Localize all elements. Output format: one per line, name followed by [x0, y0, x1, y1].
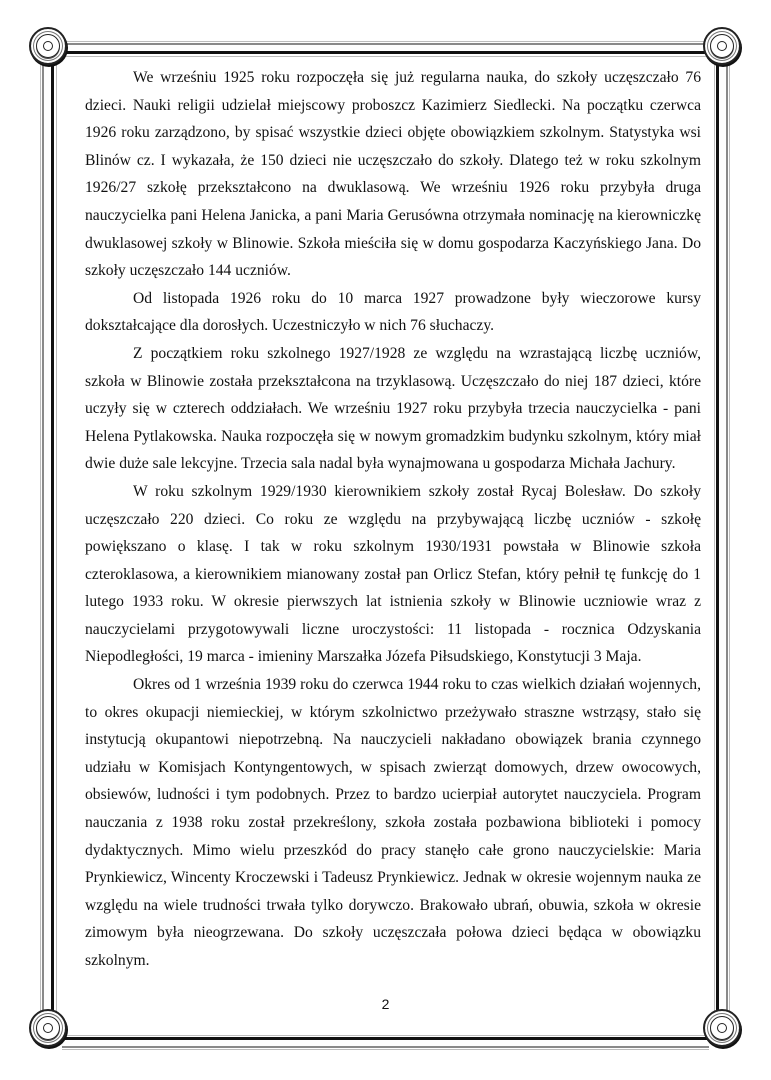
document-body	[85, 64, 701, 975]
paragraph-1925-school-start: We wrześniu 1925 roku rozpoczęła się już regularna nauka, do szkoły uczęszczało 76 dzieci. Nauki religii udzielał miejscowy proboszcz Kazimierz Siedlecki. Na początku czerwca 1926 roku zarządzono, by spisać wszystkie dzieci objęte obowiązkiem szkolnym. Statystyka wsi Blinów cz. I wykazała, że 150 dzieci nie uczęszczało do szkoły. Dlatego też w roku szkolnym 1926/27 szkołę przekształcono na dwuklasową. We wrześniu 1926 roku przybyła druga nauczycielka pani Helena Janicka, a pani Maria Gerusówna otrzymała nominację na kierowniczkę dwuklasowej szkoły w Blinowie. Szkoła mieściła się w domu gospodarza Kaczyńskiego Jana. Do szkoły uczęszczało 144 uczniów.	[85, 69, 701, 280]
corner-ornament-top-left-icon	[29, 27, 67, 65]
corner-ornament-top-right-icon	[703, 27, 741, 65]
top-border-thick-line	[62, 51, 709, 54]
bottom-border-thick-line	[62, 1037, 709, 1040]
bottom-border-inner-line	[62, 1035, 709, 1036]
top-border-outer-line-2	[62, 43, 709, 45]
right-border-outer-line-2	[729, 62, 730, 1017]
paragraph-wartime-occupation: Okres od 1 września 1939 roku do czerwca 1944 roku to czas wielkich działań wojennych, to okres okupacji niemieckiej, w którym szkolnictwo przeżywało straszne wstrząsy, stało się instytucją okupantowi niepotrzebną. Na nauczycieli nakładano obowiązek brania czynnego udziału w Komisjach Kontyngentowych, w spisach zwierząt domowych, drzew owocowych, obsiewów, ludności i tym podobnych. Przez to bardzo ucierpiał autorytet nauczyciela. Program nauczania z 1938 roku został przekreślony, szkoła została pozbawiona biblioteki i pomocy dydaktycznych. Mimo wielu przeszkód do pracy stanęło całe grono nauczycielskie: Maria Prynkiewicz, Wincenty Kroczewski i Tadeusz Prynkiewicz. Jednak w okresie wojennym nauka ze względu na wiele trudności trwała tylko dorywczo. Brakowało ubrań, obuwia, szkoła w okresie zimowym była nieogrzewana. Do szkoły uczęszczała połowa dzieci będąca w obowiązku szkolnym.	[85, 676, 701, 969]
right-border-outer-line	[726, 62, 728, 1017]
left-border-outer-line	[40, 62, 41, 1017]
top-border-inner-line	[62, 56, 709, 57]
corner-ornament-bottom-left-icon	[29, 1009, 67, 1047]
right-border-inner-line	[714, 62, 715, 1017]
right-border-thick-line	[716, 62, 719, 1017]
left-border-outer-line-2	[42, 62, 44, 1017]
top-border-outer-line	[62, 41, 709, 42]
left-border-thick-line	[51, 62, 54, 1017]
paragraph-1927-three-class-school: Z początkiem roku szkolnego 1927/1928 ze względu na wzrastającą liczbę uczniów, szkoła w Blinowie została przekształcona na trzyklasową. Uczęszczało do niej 187 dzieci, które uczyły się w czterech oddziałach. We wrześniu 1927 roku przybyła trzecia nauczycielka - pani Helena Pytlakowska. Nauka rozpoczęła się w nowym gromadzkim budynku szkolnym, który miał dwie duże sale lekcyjne. Trzecia sala nadal była wynajmowana u gospodarza Michała Jachury.	[85, 344, 701, 473]
bottom-border-outer-line-2	[62, 1049, 709, 1050]
page-number: 2	[381, 996, 390, 1012]
paragraph-evening-courses: Od listopada 1926 roku do 10 marca 1927 prowadzone były wieczorowe kursy dokształcające dla dorosłych. Uczestniczyło w nich 76 słuchaczy.	[85, 289, 701, 335]
bottom-border-outer-line	[62, 1046, 709, 1048]
corner-ornament-bottom-right-icon	[703, 1009, 741, 1047]
left-border-inner-line	[56, 62, 57, 1017]
paragraph-1929-four-class-school: W roku szkolnym 1929/1930 kierownikiem szkoły został Rycaj Bolesław. Do szkoły uczęszczało 220 dzieci. Co roku ze względu na przybywającą liczbę uczniów - szkołę powiększano o klasę. I tak w roku szkolnym 1930/1931 powstała w Blinowie szkoła czteroklasowa, a kierownikiem mianowany został pan Orlicz Stefan, który pełnił tę funkcję do 1 lutego 1933 roku. W okresie pierwszych lat istnienia szkoły w Blinowie uczniowie wraz z nauczycielami przygotowywali liczne uroczystości: 11 listopada - rocznica Odzyskania Niepodległości, 19 marca - imieniny Marszałka Józefa Piłsudskiego, Konstytucji 3 Maja.	[85, 482, 701, 666]
